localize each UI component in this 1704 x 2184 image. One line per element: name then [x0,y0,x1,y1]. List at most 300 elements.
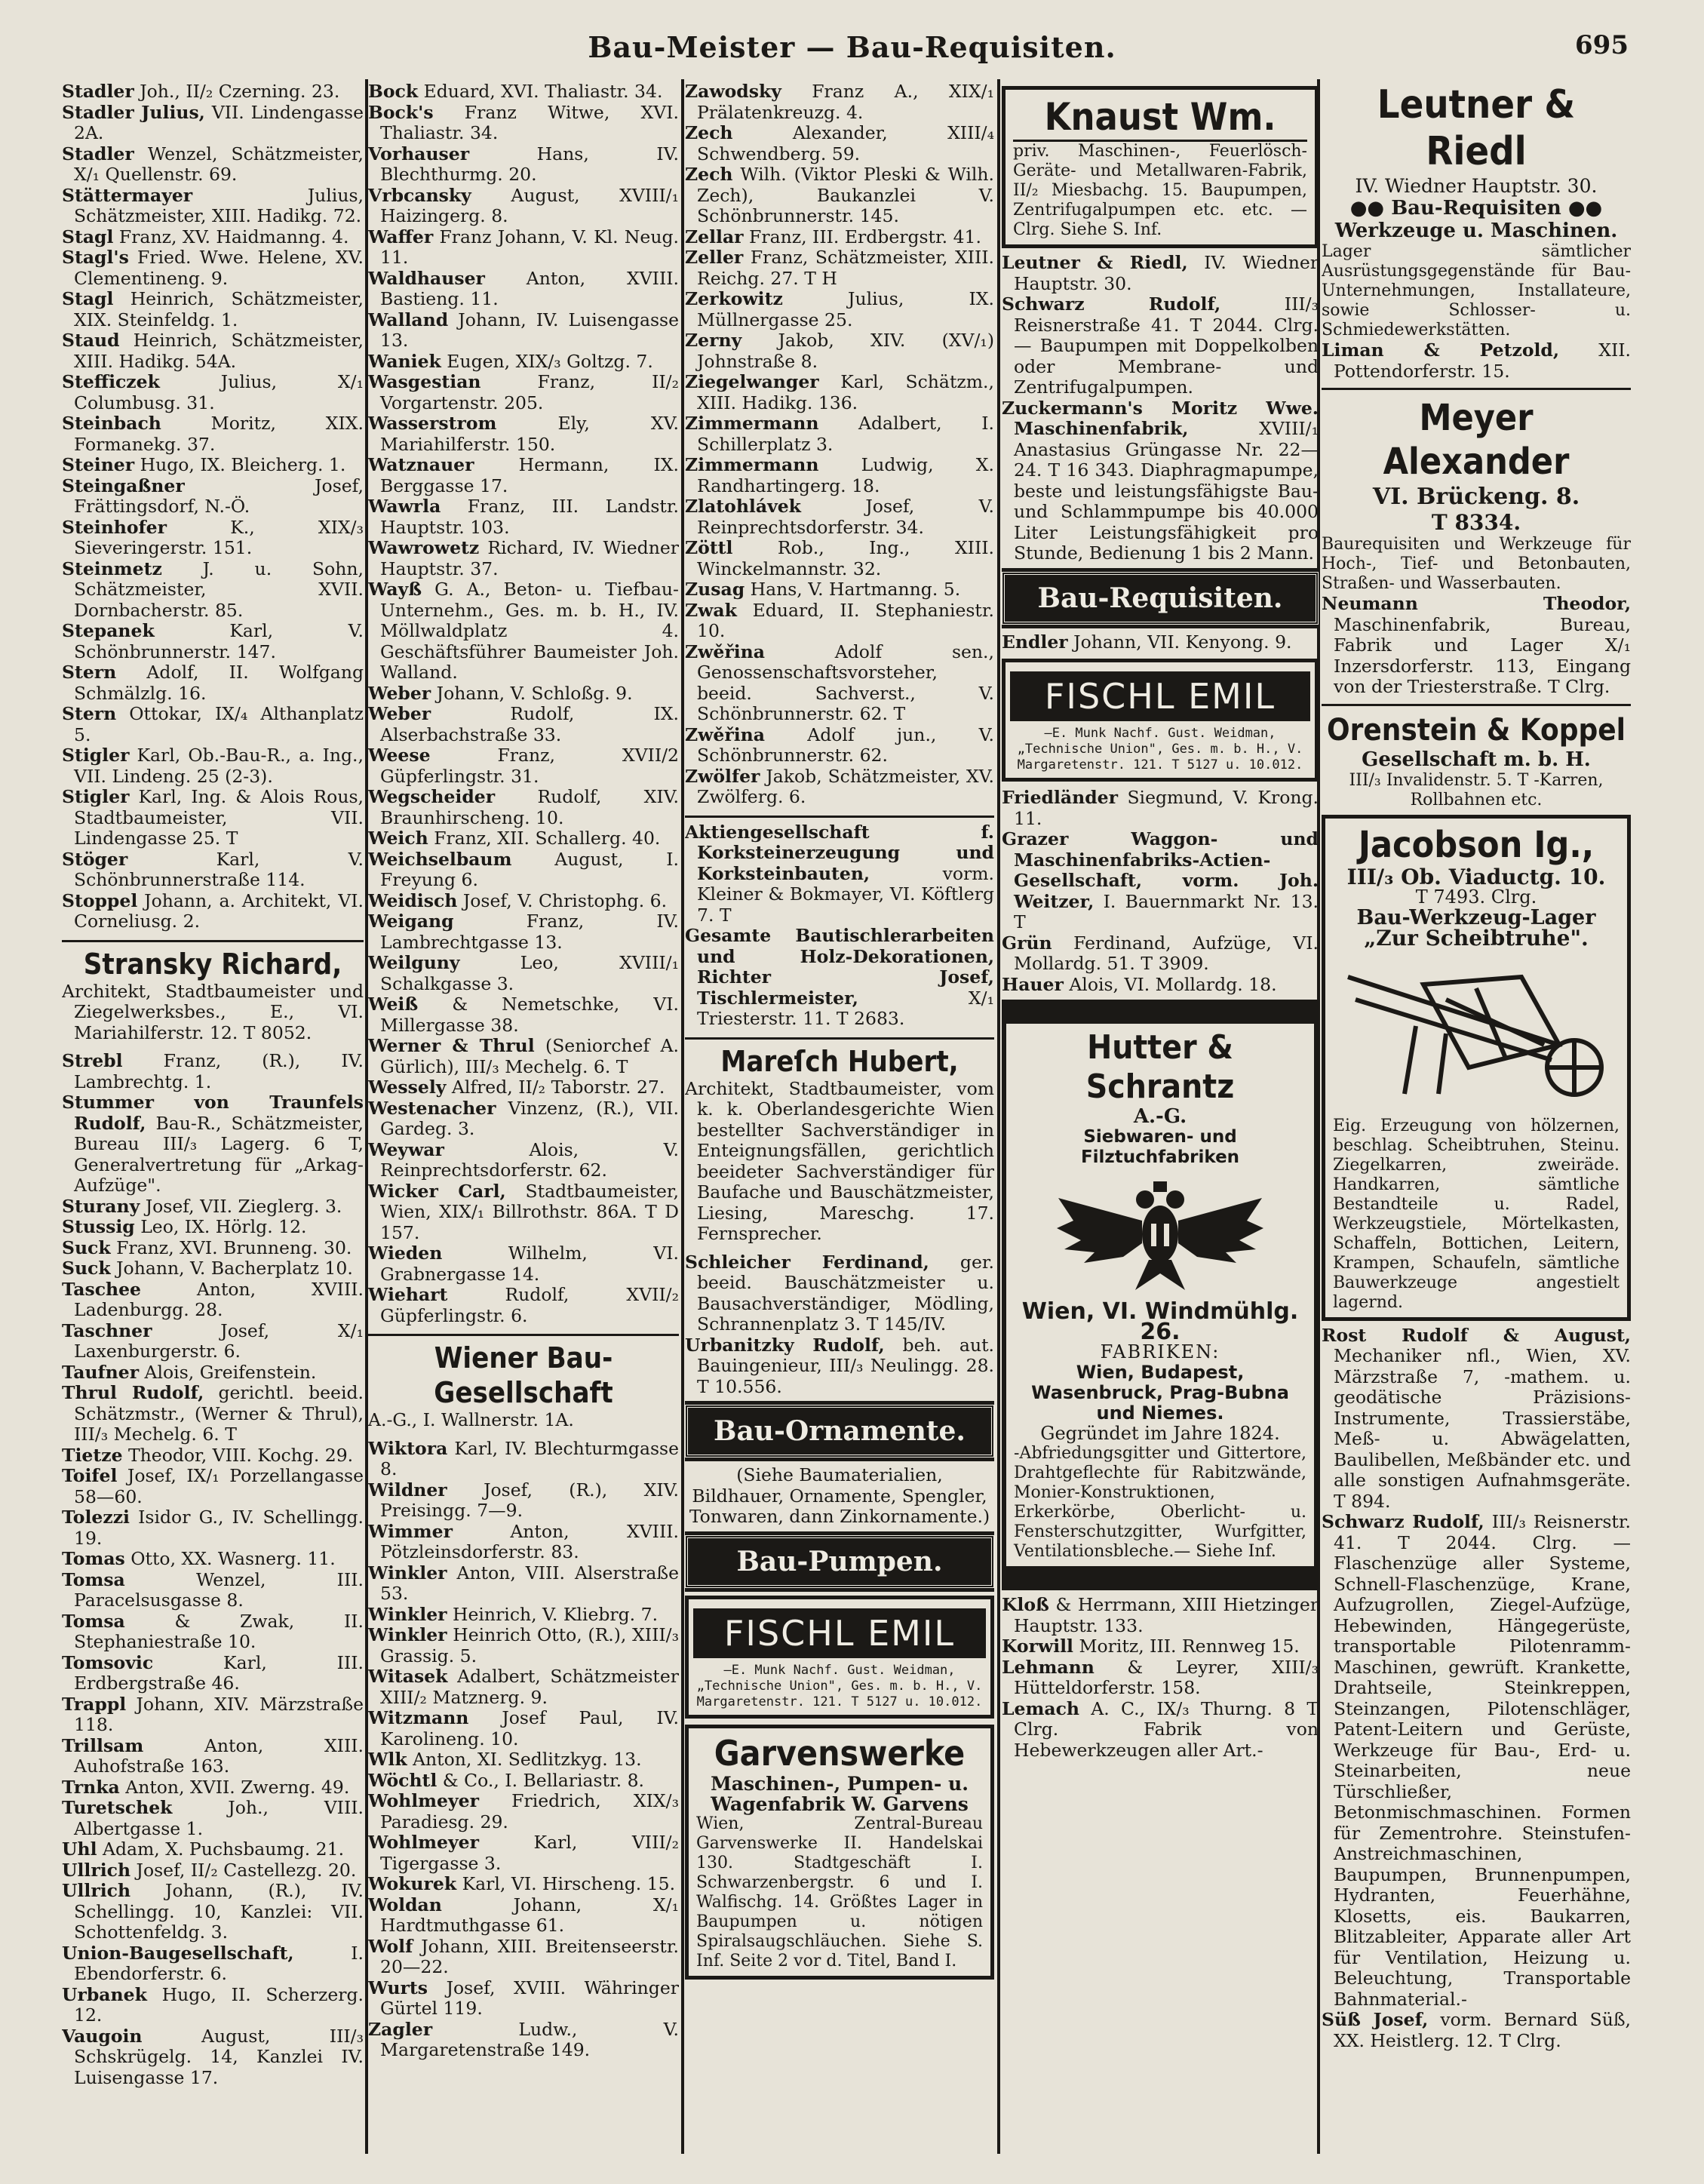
entry-text: Jakob, Schätzmeister, XV. Zwölferg. 6. [697,765,994,807]
entry-name: Wicker Carl, [368,1180,506,1202]
directory-entry [62,2026,364,2089]
entry-name: Walland [368,309,449,330]
entry-text: Hans, IV. Blechthurmg. 20. [380,143,679,185]
entry-name: Wohlmeyer [368,1832,479,1853]
entry-name: Wöchtl [368,1769,438,1791]
directory-entry [685,455,994,496]
entry-text: Franz, III. Erdbergstr. 41. [743,226,981,247]
entry-name: Winkler [368,1624,447,1645]
directory-entry [368,745,679,787]
entry-text: Alois, Greifenstein. [139,1361,317,1383]
directory-entry [1322,1325,1631,1513]
entry-name: Zagler [368,2018,433,2040]
divider [1322,388,1631,390]
entry-text: Siegmund, V. Krong. 11. [1014,787,1319,829]
entry-name: Wayß [368,579,422,600]
entry-name: Ziegelwanger [685,371,819,392]
entry-text: (Seniorchef A. Gürlich), III/₃ Mechelg. 6. T [380,1035,679,1077]
directory-entry [62,455,364,476]
entry-text: Johann, IV. Luisengasse 13. [380,309,679,351]
entry-name: Stagl [62,288,114,309]
directory-entry [62,1466,364,1507]
hutter-address: Wien, VI. Windmühlg. 26. [1021,1298,1299,1345]
directory-entry [62,1383,364,1445]
fischl-subtitle: —E. Munk Nachf. Gust. Weidman, „Technische Union", Ges. m. b. H., V. Margaretenstr. 121. T 5127 u. 10.012. [1017,726,1303,773]
entry-name: Tomas [62,1548,125,1569]
directory-entry [62,81,364,103]
entry-name: Zawodsky [685,81,781,102]
entry-name: Trappl [62,1693,127,1715]
directory-entry [1002,975,1319,996]
directory-entry [685,247,994,289]
entry-name: Vaugoin [62,2025,143,2047]
directory-entry [685,164,994,227]
column-3 [685,81,994,2156]
entry-text: vorm. Kleiner & Bokmayer, VI. Köftlerg 7. T [697,862,994,926]
entry-text: August, I. Freyung 6. [380,848,679,890]
entry-name: Union-Baugesellschaft, [62,1942,294,1964]
directory-entry [62,704,364,745]
garvens-name: Garvenswerke [714,1732,966,1774]
entry-name: Zwěřina [685,723,765,745]
entry-name: Ullrich [62,1880,131,1901]
entry-name: Weigang [368,911,454,932]
entry-text: Mechaniker nfl., Wien, XV. Märzstraße 7, -mathem. u. geodätische Präzisions-Instrumente, Trassierstäbe, Meß- u. Abwägelatten, Baulibellen, Meßbänder etc. und alle sonstigen Aufnahmsgeräte. T 894. [1334,1345,1631,1512]
entry-name: Weber [368,703,431,724]
directory-entry [368,496,679,538]
entry-name: Staud [62,330,120,351]
entry-name: Stadler Julius, [62,101,205,123]
eagle-icon [1014,1168,1306,1301]
directory-entry [62,1570,364,1611]
directory-entry [368,1563,679,1605]
entry-name: Zusag [685,579,745,600]
entry-name: Ullrich [62,1859,131,1881]
column-1 [62,81,364,2156]
section-banner-requisiten: Bau-Requisiten. [1002,572,1319,625]
hutter-fabriken-label: FABRIKEN: [1100,1341,1220,1362]
entry-name: Grün [1002,932,1052,954]
entry-name: Weese [368,745,431,766]
directory-entry [685,538,994,579]
directory-entry [368,1895,679,1937]
directory-entry [62,662,364,704]
entry-name: Zuckermann's Moritz Wwe. Maschinenfabrik, [1002,397,1319,439]
directory-entry [368,227,679,269]
entry-text: Karl, III. Erdbergstraße 46. [74,1651,364,1694]
entry-name: Leutner & Riedl, [1002,252,1188,273]
entry-name: Stepanek [62,620,155,641]
entry-text: Wilh. (Viktor Pleski & Wilh. Zech), Baukanzlei V. Schönbrunnerstr. 145. [697,164,994,226]
entry-text: Adalbert, Schätzmeister XIII/₂ Matznerg. 9. [380,1666,679,1708]
directory-entry [368,1098,679,1140]
entry-text: X/₁ Triesterstr. 11. T 2683. [697,987,994,1029]
ornamente-note: (Siehe Baumaterialien, Bildhauer, Ornamente, Spengler, Tonwaren, dann Zinkornamente.) [689,1464,990,1527]
entry-name: Trnka [62,1776,120,1798]
column-4 [1002,81,1319,2156]
hutter-ad [1002,1000,1319,1590]
entry-text: Ely, XV. Mariahilferstr. 150. [380,413,679,455]
directory-entry [685,725,994,766]
entry-text: ger. beeid. Bauschätzmeister u. Bausachverständiger, Mödling, Schrannenplatz 3. T 145/IV. [697,1251,994,1335]
entry-text: Moritz, III. Rennweg 15. [1073,1636,1300,1657]
entry-text: Franz, Schätzmeister, XIII. Reichg. 27. T H [697,247,994,289]
directory-entry [62,621,364,662]
directory-entry [685,413,994,455]
column-2 [368,81,679,2156]
directory-entry [368,1708,679,1749]
leutner-address: IV. Wiedner Hauptstr. 30. [1355,175,1598,197]
entry-name: Zöttl [685,537,733,558]
directory-entry [685,579,994,601]
knaust-name: Knaust Wm. [1013,94,1307,142]
entry-name: Steinhofer [62,516,167,538]
entry-text: & Co., I. Bellariastr. 8. [437,1769,645,1791]
directory-entry [62,745,364,787]
entry-name: Winkler [368,1603,447,1625]
entry-name: Wlk [368,1749,407,1770]
entry-text: Johann, V. Bacherplatz 10. [110,1258,353,1279]
directory-entry [62,1881,364,1943]
entry-name: Waldhauser [368,267,485,289]
entry-name: Stern [62,662,117,683]
entry-text: Josef, Frättingsdorf, N.-Ö. [74,475,364,517]
entry-text: Anton, VIII. Alserstraße 53. [380,1562,679,1604]
entry-name: Bock's [368,101,434,123]
entry-name: Sturany [62,1195,140,1217]
directory-entry [368,1791,679,1832]
entry-text: Franz Johann, V. Kl. Neug. 11. [380,226,679,268]
entry-name: Wessely [368,1077,447,1098]
entry-name: Zwölfer [685,765,760,787]
entry-text: Franz, IV. Lambrechtgasse 13. [380,911,679,953]
entry-name: Weiß [368,994,419,1015]
entry-text: A. C., IX/₃ Thurng. 8 T Clrg. Fabrik von Hebewerkzeugen aller Art.- [1014,1697,1319,1761]
entry-name: Wawrowetz [368,537,480,558]
entry-name: Aktiengesellschaft f. Korksteinerzeugung und Korksteinbauten, [685,821,994,884]
directory-entry [1002,829,1319,933]
entry-text: Johann, a. Architekt, VI. Corneliusg. 2. [74,889,364,932]
entry-text: Hans, V. Hartmanng. 5. [745,579,961,600]
directory-entry [368,849,679,891]
entry-name: Waniek [368,350,441,372]
entry-list [1002,253,1319,564]
directory-entry [62,1611,364,1653]
directory-entry [1322,1512,1631,2010]
leutner-line2: Werkzeuge u. Maschinen. [1334,220,1618,242]
column-rule [997,79,1000,2154]
hutter-top-bar [1006,1004,1314,1024]
directory-entry [368,911,679,953]
entry-text: Karl, V. Schönbrunnerstraße 114. [74,848,364,890]
entry-list [62,81,364,2088]
directory-entry [62,1217,364,1238]
entry-name: Zimmermann [685,413,819,434]
entry-name: Wiktora [368,1437,448,1459]
entry-name: Wegscheider [368,786,496,807]
entry-name: Zellar [685,226,744,247]
entry-name: Tomsa [62,1610,125,1632]
entry-text: Josef, IX/₁ Porzellangasse 58—60. [74,1465,364,1507]
entry-name: Tomsa [62,1568,125,1590]
entry-list [1322,340,1631,382]
entry-text: Franz, XVI. Brunneng. 30. [110,1236,352,1258]
entry-list [1002,788,1319,995]
entry-name: Wohlmeyer [368,1790,479,1811]
entry-text: Alois, VI. Mollardg. 18. [1063,973,1277,995]
leutner-ad [1322,81,1631,340]
orenstein-name: Orenstein & Koppel [1327,712,1626,748]
directory-entry [368,1625,679,1666]
directory-entry [62,1362,364,1384]
directory-entry [685,289,994,330]
entry-text: vorm. Bernard Süß, XX. Heistlerg. 12. T Clrg. [1334,2009,1631,2051]
display-ad [62,940,364,1044]
entry-name: Wiehart [368,1284,448,1305]
entry-text: Hugo, II. Scherzerg. 12. [74,1983,364,2026]
entry-text: & Herrmann, XIII Hietzinger Hauptstr. 133. [1014,1594,1319,1636]
entry-text: Hermann, IX. Berggasse 17. [380,454,679,496]
entry-text: Anton, XVIII. Bastieng. 11. [380,267,679,309]
entry-text: K., XIX/₃ Sieveringerstr. 151. [74,516,364,558]
directory-entry [368,81,679,103]
garvens-ad [685,1725,994,1980]
entry-name: Wawrla [368,496,441,517]
entry-name: Schleicher Ferdinand, [685,1251,929,1273]
entry-name: Wimmer [368,1520,453,1542]
entry-name: Turetschek [62,1797,173,1818]
entry-text: Josef, VII. Zieglerg. 3. [140,1195,342,1217]
display-ad [368,1334,679,1431]
entry-name: Weilguny [368,952,460,973]
entry-text: Karl, Ob.-Bau-R., a. Ing., VII. Lindeng. 25 (2-3). [74,745,364,787]
entry-text: Adalbert, I. Schillerplatz 3. [697,413,994,455]
directory-entry [368,310,679,352]
entry-name: Endler [1002,631,1068,653]
entry-name: Wolf [368,1935,413,1957]
directory-entry [368,538,679,579]
directory-entry [368,1140,679,1181]
directory-entry [62,1839,364,1860]
entry-text: Franz, (R.), IV. Lambrechtg. 1. [74,1050,364,1092]
directory-entry [1002,294,1319,398]
directory-entry [62,1777,364,1798]
directory-entry [62,1798,364,1839]
entry-name: Korwill [1002,1636,1073,1657]
entry-text: Wenzel, III. Paracelsusgasse 8. [74,1568,364,1611]
entry-text: Isidor G., IV. Schellingg. 19. [74,1507,364,1549]
directory-entry [368,1480,679,1522]
entry-text: Anton, XVIII. Ladenburgg. 28. [74,1278,364,1320]
entry-text: Anton, XVII. Zwerng. 49. [119,1776,350,1798]
entry-name: Wasserstrom [368,413,497,434]
entry-text: Franz, XII. Schallerg. 40. [428,828,661,849]
entry-text: Karl, Schätzm., XIII. Hadikg. 136. [697,371,994,413]
directory-entry [62,1694,364,1736]
directory-entry [368,579,679,683]
fischl-name: FISCHL EMIL [1010,671,1310,721]
directory-entry [368,2020,679,2061]
entry-text: gerichtl. beeid. Schätzmstr., (Werner & Thrul), III/₃ Mechelg. 6. T [74,1382,364,1445]
entry-text: Franz, XVII/2 Güpferlingstr. 31. [380,745,679,787]
entry-text: Josef, V. Reinprechtsdorferstr. 34. [697,496,994,538]
directory-entry [1002,253,1319,294]
directory-entry [62,144,364,186]
entry-name: Werner & Thrul [368,1035,535,1056]
directory-entry [1002,1657,1319,1699]
entry-name: Weidisch [368,889,458,911]
entry-name: Schwarz Rudolf, [1322,1511,1484,1532]
entry-name: Stagl [62,226,114,247]
entry-name: Trillsam [62,1734,144,1756]
directory-entry [368,683,679,705]
directory-entry [62,103,364,144]
entry-text: Adolf sen., Genossenschaftsvorsteher, beeid. Sachverst., V. Schönbrunnerstr. 62. T [697,640,994,724]
entry-text: Josef, (R.), XIV. Preisingg. 7—9. [380,1479,679,1521]
entry-text: Julius, IX. Müllnergasse 25. [697,288,994,330]
entry-name: Kloß [1002,1594,1049,1615]
directory-entry [368,1522,679,1563]
entry-text: XII. Pottendorferstr. 15. [1334,339,1631,382]
entry-text: Heinrich, Schätzmeister, XIX. Steinfeldg. 1. [74,288,364,330]
entry-list [685,822,994,1398]
entry-text: I. Bauernmarkt Nr. 13. T [1014,890,1319,932]
leutner-name: Leutner & Riedl [1377,82,1576,174]
directory-entry [685,822,994,926]
entry-text: Alexander, XIII/₄ Schwendberg. 59. [697,122,994,164]
directory-entry [62,1736,364,1777]
entry-name: Wokurek [368,1873,457,1894]
directory-entry [368,372,679,413]
entry-name: Tolezzi [62,1507,130,1528]
entry-text: Heinrich, V. Kliebrg. 7. [447,1603,659,1625]
entry-text: Josef, V. Christophg. 6. [457,889,668,911]
jacobson-line: Bau-Werkzeug-Lager [1356,905,1596,929]
directory-entry [368,891,679,912]
directory-entry [368,1077,679,1098]
directory-entry [368,144,679,186]
entry-name: Süß Josef, [1322,2009,1429,2030]
entry-name: Vrbcansky [368,184,471,206]
directory-entry [62,372,364,413]
display-ad-name: Mareſch Hubert, [720,1044,959,1078]
directory-entry [62,1943,364,1985]
hutter-name: Hutter & Schrantz [1085,1028,1235,1106]
entry-name: Weichselbaum [368,848,512,870]
display-ad-text: Architekt, Stadtbaumeister, vom k. k. Oberlandesgerichte Wien bestellter Sachverständiger in Enteignungsfällen, gerichtlich beeideter Sachverständiger für Baufache und Bauschätzmeister, Liesing, Mareschg. 17. Fernsprecher. [685,1077,994,1244]
entry-name: Bock [368,81,419,102]
directory-entry [62,413,364,455]
directory-entry [368,186,679,227]
entry-text: Heinrich, Schätzmeister, XIII. Hadikg. 54A. [74,330,364,372]
display-ad-name: Stransky Richard, [83,947,342,981]
entry-text: Rudolf, IX. Alserbachstraße 33. [380,703,679,745]
directory-entry [685,601,994,642]
entry-text: Julius, Schätzmeister, XIII. Hadikg. 72. [74,184,364,226]
entry-name: Urbanitzky Rudolf, [685,1334,885,1356]
meyer-phone: T 8334. [1431,510,1521,535]
directory-entry [1002,1595,1319,1636]
entry-name: Steingaßner [62,475,185,496]
entry-name: Stigler [62,745,130,766]
entry-text: Anton, XIII. Auhofstraße 163. [74,1734,364,1777]
directory-entry [62,247,364,289]
directory-entry [685,642,994,725]
jacobson-text: Eig. Erzeugung von hölzernen, beschlag. Scheibtruhen, Steinu. Ziegelkarren, zweiräde. Handkarren, sämtliche Bestandteile u. Radel, Werkzeugstiele, Mörtelkasten, Schaffeln, Bottichen, Leitern, Krampen, Schaufeln, sämtliche Bauwerkzeuge angestielt lagernd. [1333,1116,1620,1312]
directory-entry [1002,1699,1319,1762]
entry-name: Stefficzek [62,371,160,392]
directory-entry [368,1666,679,1708]
directory-entry [62,518,364,559]
entry-text: Karl, IV. Blechturmgasse 8. [380,1437,679,1479]
meyer-address: VI. Brückeng. 8. [1372,484,1580,510]
entry-text: Leo, XVIII/₁ Schalkgasse 3. [380,952,679,994]
entry-text: Eduard, II. Stephaniestr. 10. [697,599,994,641]
entry-text: Rob., Ing., XIII. Winckelmannstr. 32. [697,537,994,579]
directory-entry [62,559,364,622]
directory-entry [62,1196,364,1218]
fischl-ad [685,1596,994,1719]
display-ad-text: Architekt, Stadtbaumeister und Ziegelwerksbes., E., VI. Mariahilferstr. 12. T 8052. [62,980,364,1043]
directory-entry [368,1181,679,1244]
entry-text: Josef, II/₂ Castellezg. 20. [130,1859,357,1881]
directory-entry [685,227,994,248]
section-banner-ornamente: Bau-Ornamente. [685,1405,994,1458]
wheelbarrow-icon [1333,954,1620,1110]
entry-text: Anton, XI. Sedlitzkyg. 13. [407,1749,642,1770]
directory-entry [1002,1636,1319,1657]
entry-text: Joh., VIII. Albertgasse 1. [74,1797,364,1839]
entry-name: Uhl [62,1838,97,1860]
meyer-text: Baurequisiten und Werkzeuge für Hoch-, Tief- und Betonbauten, Straßen- und Wasserbauten. [1322,535,1631,593]
entry-name: Gesamte Bautischlerarbeiten und Holz-Dekorationen, Richter Josef, Tischlermeister, [685,925,994,1009]
entry-text: Bau-R., Schätzmeister, Bureau III/₃ Lagerg. 6 T, Generalvertretung für „Arkag-Aufzüge". [74,1112,364,1196]
entry-name: Stagl's [62,247,129,268]
entry-text: Stadtbaumeister, Wien, XIX/₁ Billrothstr. 86A. T D 157. [380,1180,679,1243]
entry-name: Wieden [368,1243,443,1264]
entry-name: Wasgestian [368,371,481,392]
directory-entry [62,787,364,849]
directory-entry [368,994,679,1036]
meyer-ad [1322,396,1631,594]
entry-text: XVIII/₁ Anastasius Grüngasse Nr. 22—24. T 16 343. Diaphragmapumpe, beste und leistungsfähigste Bau- und Schlammpumpe bis 40.000 Liter Leistungsfähigkeit pro Stunde, Bedienung 1 bis 2 Mann. [1014,418,1319,564]
directory-entry [62,330,364,372]
knaust-text: priv. Maschinen-, Feuerlösch-Geräte- und Metallwaren-Fabrik, II/₂ Miesbachg. 15. Baupumpen, Zentrifugalpumpen etc. etc. — Clrg. Siehe S. Inf. [1013,142,1307,239]
directory-entry [685,1252,994,1335]
entry-text: Eduard, XVI. Thaliastr. 34. [418,81,663,102]
entry-text: Alfred, II/₂ Taborstr. 27. [446,1077,665,1098]
directory-entry [368,1937,679,1978]
entry-text: Franz, III. Landstr. Hauptstr. 103. [380,496,679,538]
directory-entry [368,1036,679,1077]
entry-name: Zech [685,164,733,185]
entry-text: August, III/₃ Schskrügelg. 14, Kanzlei IV. Luisengasse 17. [74,2025,364,2088]
jacobson-ad [1322,815,1631,1321]
directory-entry [62,1279,364,1321]
entry-text: Johann, XIV. Märzstraße 118. [74,1693,364,1735]
entry-name: Stadler [62,143,134,164]
entry-text: Johann, X/₁ Hardtmuthgasse 61. [380,1894,679,1936]
directory-entry [62,476,364,518]
entry-text: Anton, XVIII. Pötzleinsdorferstr. 83. [380,1520,679,1562]
entry-name: Witasek [368,1666,448,1687]
entry-text: VII. Lindengasse 2A. [74,101,364,143]
entry-name: Taschner [62,1319,152,1341]
entry-text: Otto, XX. Wasnerg. 11. [124,1548,336,1569]
directory-entry [368,352,679,373]
directory-entry [685,330,994,372]
directory-entry [368,103,679,144]
